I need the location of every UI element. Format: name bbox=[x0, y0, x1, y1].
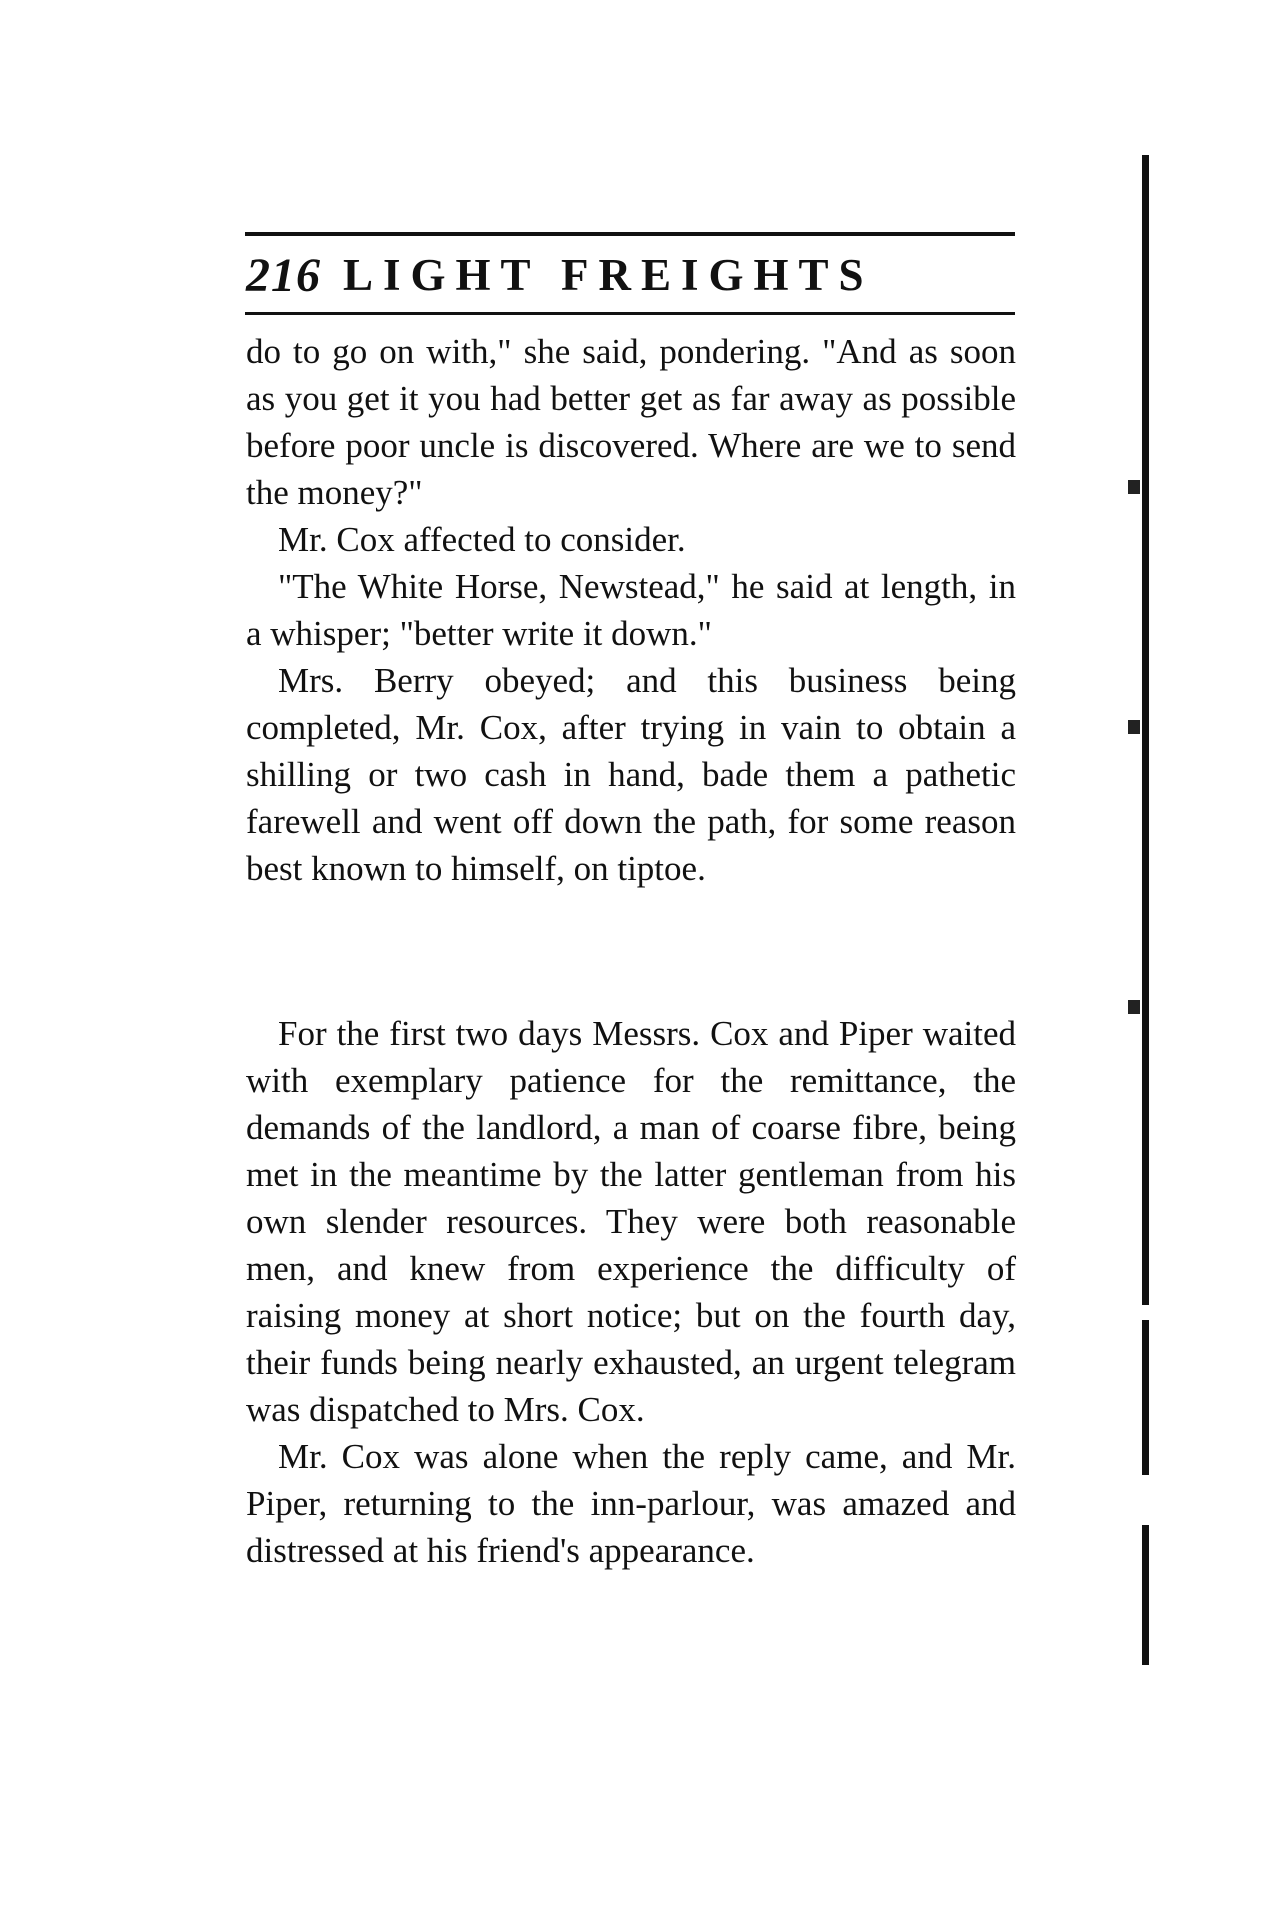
paragraph: Mr. Cox was alone when the reply came, and Mr. Piper, returning to the inn-parlour, was amazed and distressed at his friend's appearance. bbox=[246, 1437, 1016, 1570]
binding-edge-mark bbox=[1128, 480, 1140, 494]
running-title: LIGHT FREIGHTS bbox=[343, 250, 874, 300]
header-rule-bottom bbox=[245, 312, 1015, 315]
binding-edge-shadow bbox=[1142, 1320, 1149, 1475]
paragraph: For the first two days Messrs. Cox and Piper waited with exemplary patience for the remittance, the demands of the landlord, a man of coarse fibre, being met in the meantime by the latter gentleman from his own slender resources. They were both reasonable men, and knew from experience the difficulty of raising money at short notice; but on the fourth day, their funds being nearly exhausted, an urgent telegram was dispatched to Mrs. Cox. bbox=[246, 1014, 1016, 1429]
paragraph: do to go on with," she said, pondering. "And as soon as you get it you had better get as far away as possible before poor uncle is discovered. Where are we to send the money?" bbox=[246, 332, 1016, 512]
paragraph: Mrs. Berry obeyed; and this business being completed, Mr. Cox, after trying in vain to obtain a shilling or two cash in hand, bade them a pathetic farewell and went off down the path, for some reason best known to himself, on tiptoe. bbox=[246, 661, 1016, 888]
running-head bbox=[246, 245, 1016, 305]
paragraph: Mr. Cox affected to consider. bbox=[278, 520, 686, 559]
text-section-bottom bbox=[246, 1010, 1016, 1574]
binding-edge-shadow bbox=[1142, 1525, 1149, 1665]
header-rule-top bbox=[245, 232, 1015, 236]
paragraph: "The White Horse, Newstead," he said at length, in a whisper; "better write it down." bbox=[246, 567, 1016, 653]
page-number: 216 bbox=[246, 248, 321, 302]
binding-edge-shadow bbox=[1142, 155, 1149, 1305]
binding-edge-mark bbox=[1128, 1000, 1140, 1014]
text-section-top bbox=[246, 328, 1016, 892]
binding-edge-mark bbox=[1128, 720, 1140, 734]
